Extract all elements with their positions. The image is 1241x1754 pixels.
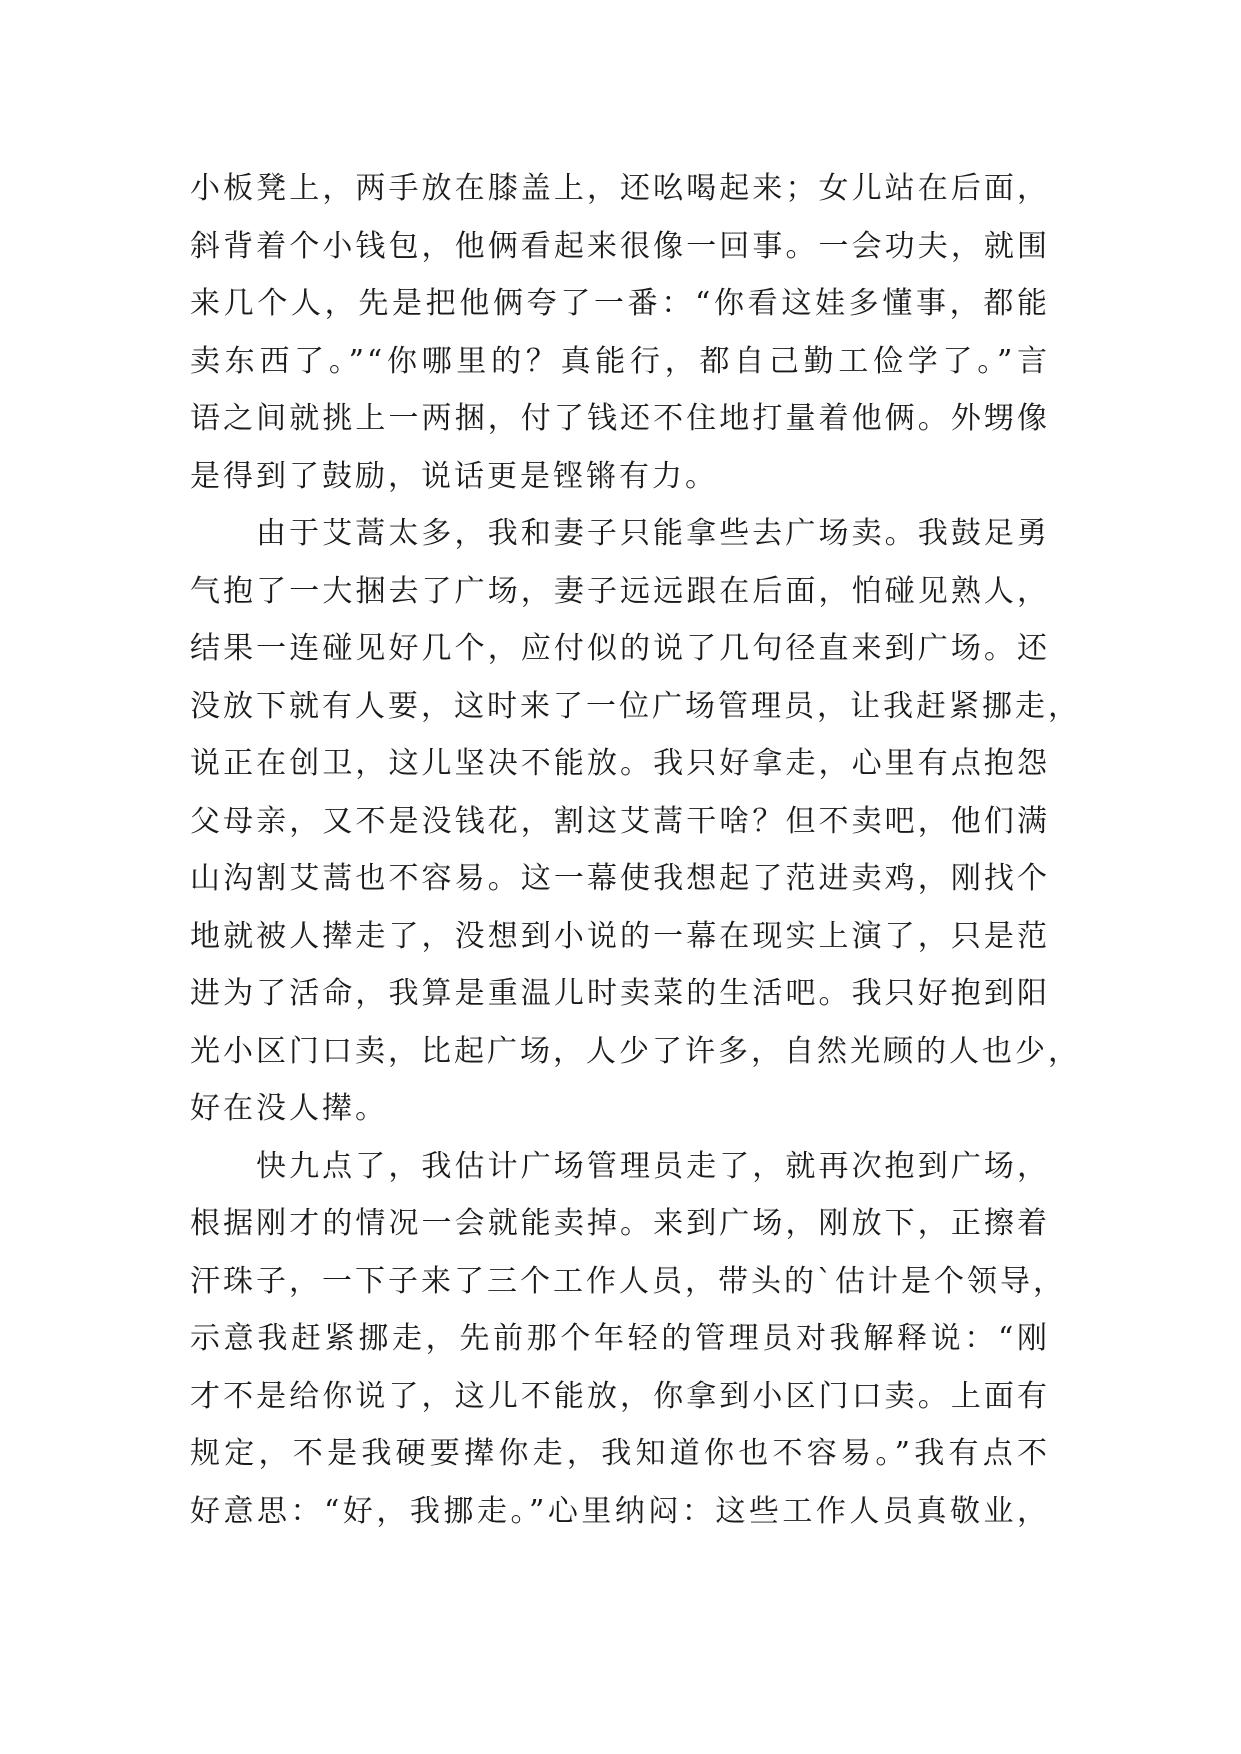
text-line-18: 快九点了，我估计广场管理员走了，就再次抱到广场， [256,1148,1050,1184]
text-line-16: 光小区门口卖，比起广场，人少了许多，自然光顾的人也少， [190,1033,1081,1069]
text-line-1: 小板凳上，两手放在膝盖上，还吆喝起来；女儿站在后面， [190,171,1050,206]
text-line-23: 规定，不是我硬要撵你走，我知道你也不容易。”我有点不 [190,1436,1050,1471]
text-line-13: 山沟割艾蒿也不容易。这一幕使我想起了范进卖鸡，刚找个 [190,861,1050,896]
text-line-17: 好在没人撵。 [190,1091,388,1126]
text-line-20: 汗珠子，一下子来了三个工作人员，带头的`估计是个领导， [190,1263,1066,1299]
text-line-10: 没放下就有人要，这时来了一位广场管理员，让我赶紧挪走， [190,688,1081,724]
text-line-24: 好意思：“好，我挪走。”心里纳闷：这些工作人员真敬业， [190,1493,1050,1529]
text-line-7: 由于艾蒿太多，我和妻子只能拿些去广场卖。我鼓足勇 [256,516,1050,551]
text-line-21: 示意我赶紧挪走，先前那个年轻的管理员对我解释说：“刚 [190,1321,1050,1356]
text-line-19: 根据刚才的情况一会就能卖掉。来到广场，刚放下，正擦着 [190,1206,1050,1241]
text-line-12: 父母亲，又不是没钱花，割这艾蒿干啥？但不卖吧，他们满 [190,803,1050,839]
text-line-9: 结果一连碰见好几个，应付似的说了几句径直来到广场。还 [190,631,1050,666]
text-line-3: 来几个人，先是把他俩夸了一番：“你看这娃多懂事，都能 [190,286,1050,321]
text-line-8: 气抱了一大捆去了广场，妻子远远跟在后面，怕碰见熟人， [190,573,1050,609]
text-line-22: 才不是给你说了，这儿不能放，你拿到小区门口卖。上面有 [190,1378,1050,1414]
text-line-5: 语之间就挑上一两捆，付了钱还不住地打量着他俩。外甥像 [190,401,1050,436]
text-line-14: 地就被人撵走了，没想到小说的一幕在现实上演了，只是范 [190,918,1050,954]
text-line-11: 说正在创卫，这儿坚决不能放。我只好拿走，心里有点抱怨 [190,746,1050,781]
text-line-4: 卖东西了。”“你哪里的？真能行，都自己勤工俭学了。”言 [190,343,1050,379]
text-line-6: 是得到了鼓励，说话更是铿锵有力。 [190,458,718,494]
text-line-15: 进为了活命，我算是重温儿时卖菜的生活吧。我只好抱到阳 [190,976,1050,1011]
text-line-2: 斜背着个小钱包，他俩看起来很像一回事。一会功夫，就围 [190,228,1050,264]
body-text [190,160,1081,1540]
